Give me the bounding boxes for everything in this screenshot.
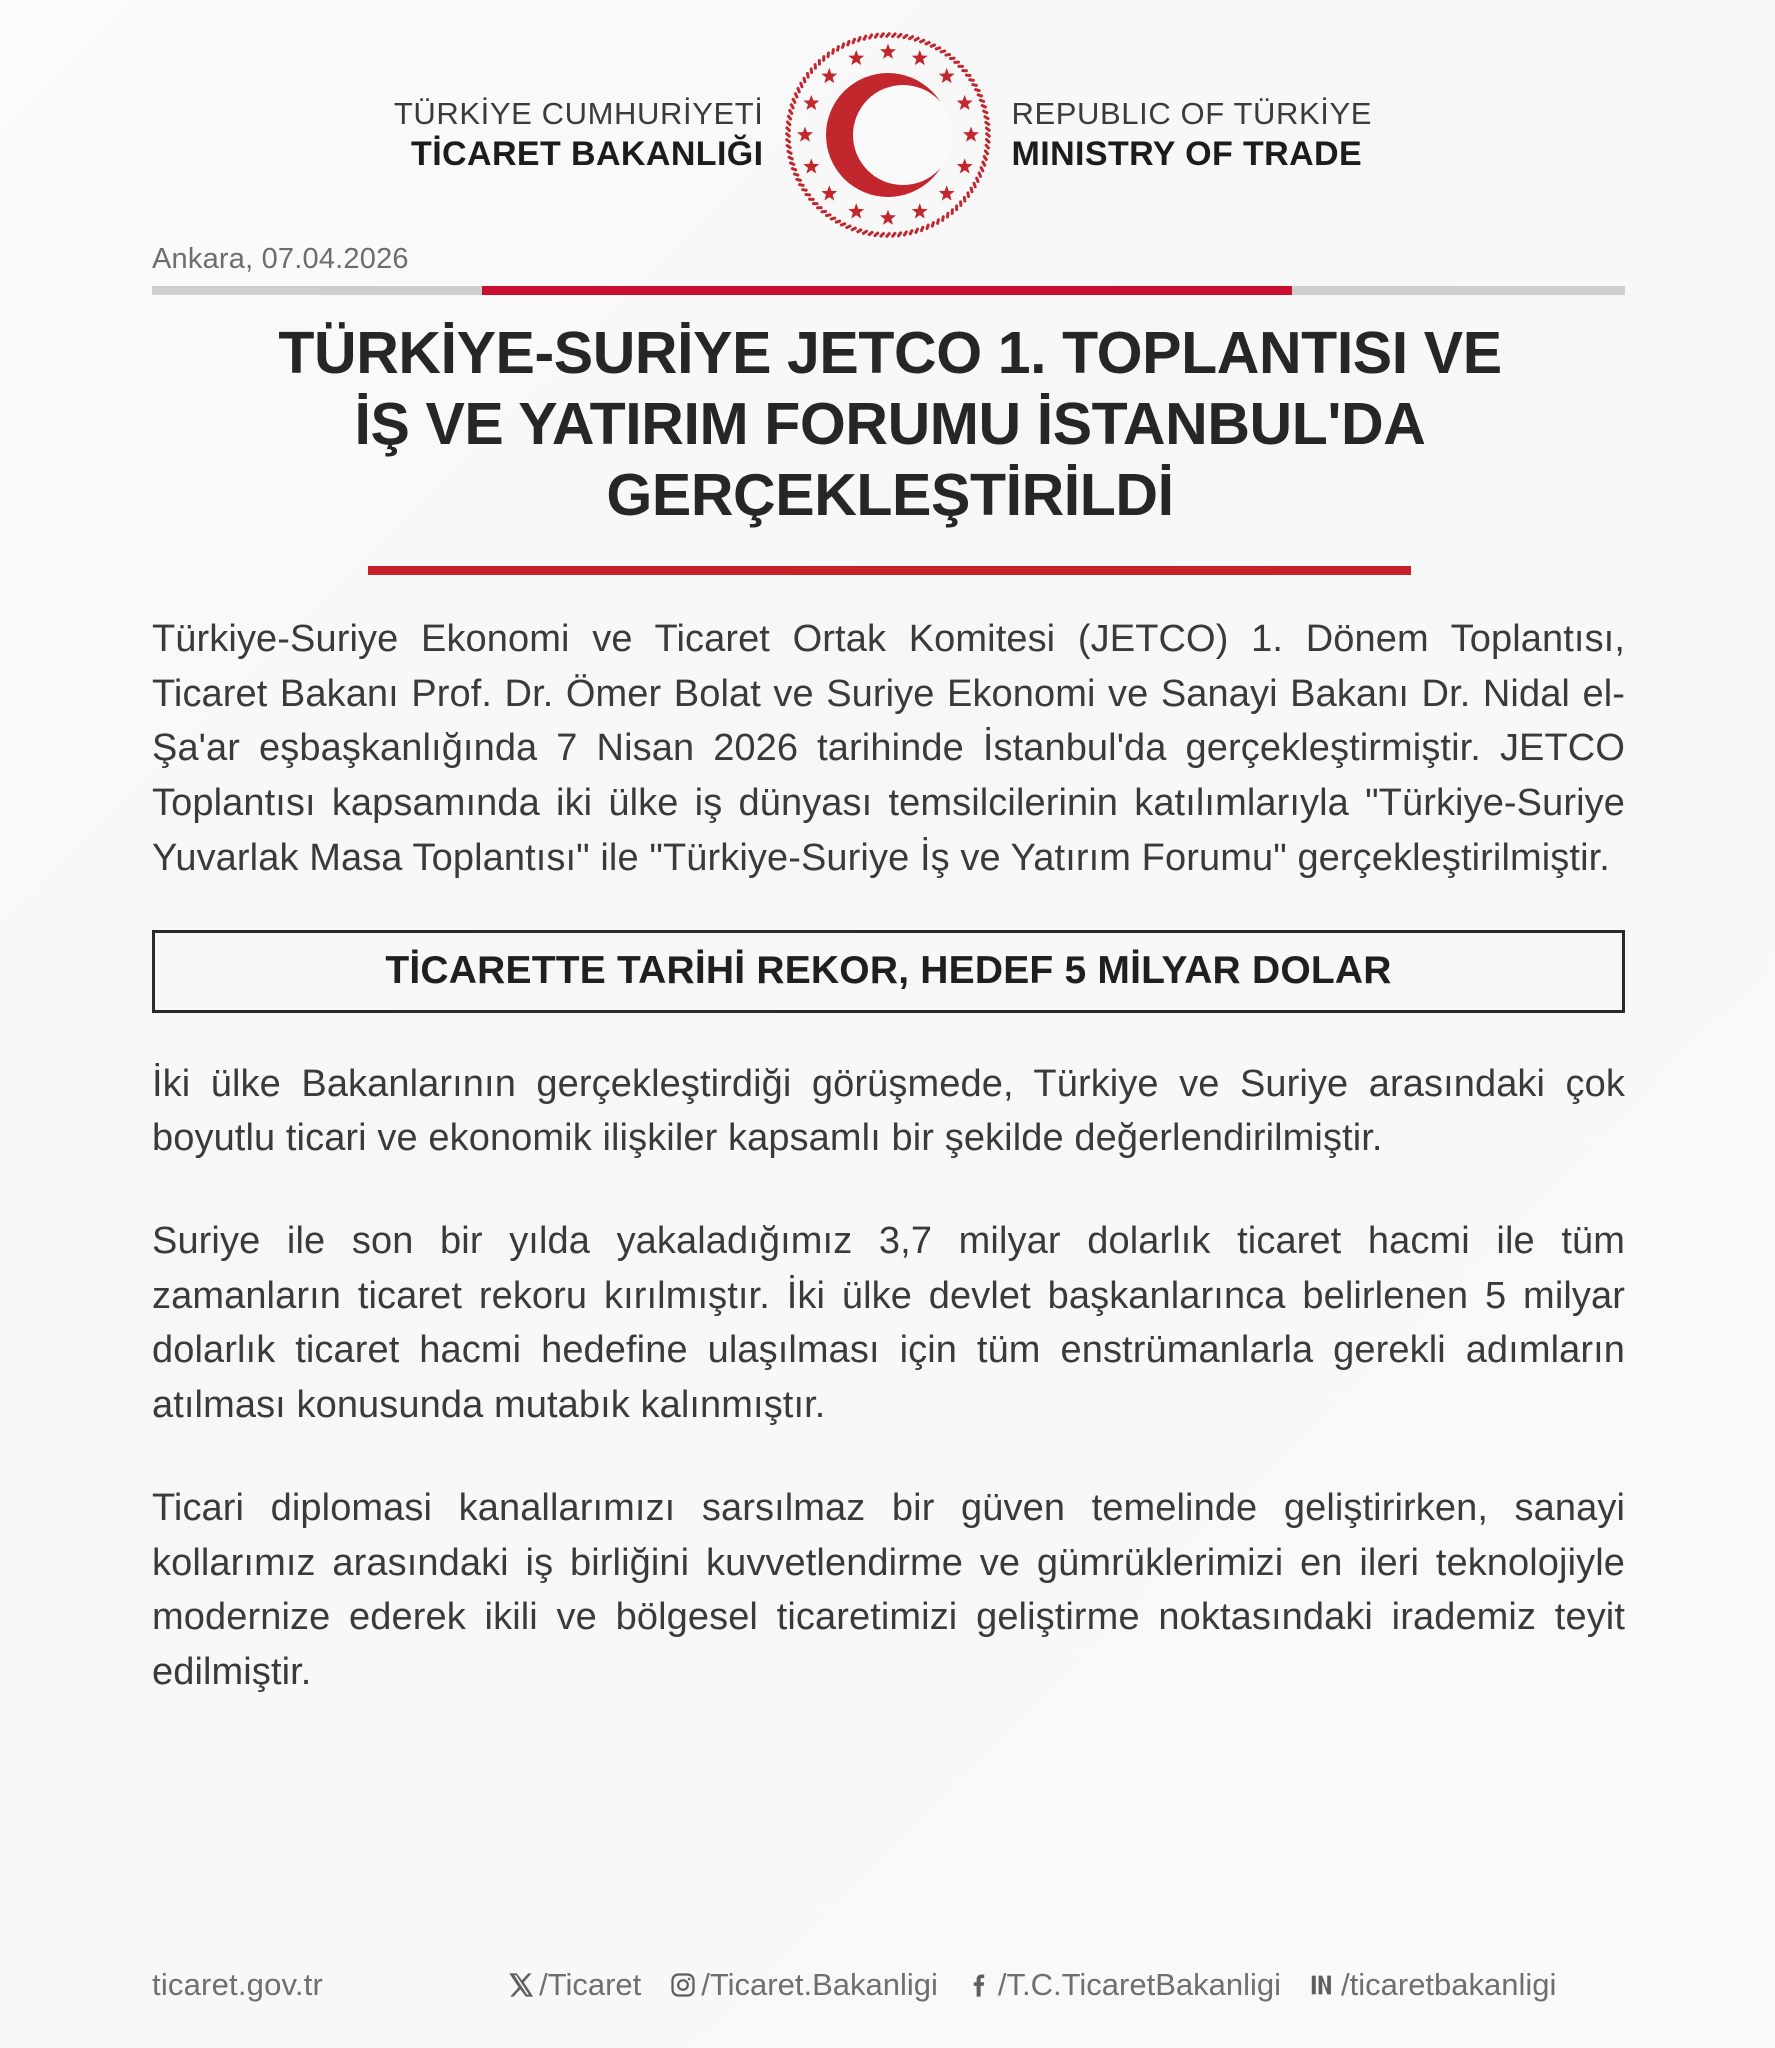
highlight-callout-text: TİCARETTE TARİHİ REKOR, HEDEF 5 MİLYAR DOLAR — [385, 949, 1392, 993]
brand-english-line2: MINISTRY OF TRADE — [1011, 134, 1363, 173]
social-handle-instagram: /Ticaret.Bakanligi — [701, 1967, 938, 2002]
brand-turkish-line2: TİCARET BAKANLIĞI — [411, 134, 764, 173]
social-handle-facebook: /T.C.TicaretBakanligi — [997, 1967, 1282, 2002]
page-title-line-3: GERÇEKLEŞTİRİLDİ — [606, 461, 1174, 528]
header-divider-accent — [482, 286, 1292, 295]
dateline: Ankara, 07.04.2026 — [152, 243, 409, 275]
social-link-facebook[interactable] — [964, 1967, 1281, 2003]
brand-english-line1: REPUBLIC OF TÜRKİYE — [1011, 95, 1373, 131]
social-handle-linkedin: /ticaretbakanligi — [1341, 1967, 1557, 2002]
footer — [152, 1958, 1625, 2012]
body-paragraph-1: Türkiye-Suriye Ekonomi ve Ticaret Ortak Komitesi (JETCO) 1. Dönem Toplantısı, Ticaret Bakanı Prof. Dr. Ömer Bolat ve Suriye Ekonomi ve Sanayi Bakanı Dr. Nidal el-Şa'ar eşbaşkanlığında 7 Nisan 2026 tarihinde İstanbul'da gerçekleştirmiştir. JETCO Toplantısı kapsamında iki ülke iş dünyası temsilcilerinin katılımlarıyla "Türkiye-Suriye Yuvarlak Masa Toplantısı" ile "Türkiye-Suriye İş ve Yatırım Forumu" gerçekleştirilmiştir. — [152, 618, 1625, 879]
social-link-x[interactable] — [505, 1967, 641, 2003]
social-link-instagram[interactable] — [667, 1967, 938, 2003]
body-paragraph-4: Ticari diplomasi kanallarımızı sarsılmaz bir güven temelinde geliştirirken, sanayi kollarımız arasındaki iş birliğini kuvvetlendirme ve gümrüklerimizi en ileri teknolojiyle modernize ederek ikili ve bölgesel ticaretimizi geliştirme noktasındaki irademiz teyit edilmiştir. — [152, 1486, 1625, 1694]
body-paragraph-3: Suriye ile son bir yılda yakaladığımız 3,7 milyar dolarlık ticaret hacmi ile tüm zamanların ticaret rekoru kırılmıştır. İki ülke devlet başkanlarınca belirlenen 5 milyar dolarlık ticaret hacmi hedefine ulaşılması için tüm enstrümanlarla gerekli adımların atılması konusunda mutabık kalınmıştır. — [152, 1220, 1625, 1427]
page-title-line-1: TÜRKİYE-SURİYE JETCO 1. TOPLANTISI VE — [278, 320, 1502, 386]
facebook-icon — [964, 1969, 996, 2001]
ministry-name-english — [994, 96, 1534, 174]
title-underline — [368, 566, 1411, 575]
masthead — [0, 30, 1775, 240]
social-links — [505, 1967, 1556, 2003]
article-body — [152, 612, 1625, 1700]
social-handle-x: /Ticaret — [539, 1967, 642, 2002]
website-link[interactable]: ticaret.gov.tr — [152, 1967, 324, 2002]
linkedin-icon — [1307, 1969, 1339, 2001]
instagram-icon — [667, 1969, 699, 2001]
x-twitter-icon — [505, 1969, 537, 2001]
ministry-emblem-icon — [782, 29, 994, 241]
social-link-linkedin[interactable] — [1307, 1967, 1556, 2003]
brand-turkish-line1: TÜRKİYE CUMHURİYETİ — [393, 95, 764, 131]
page-title-line-2: İŞ VE YATIRIM FORUMU İSTANBUL'DA — [354, 390, 1426, 457]
body-paragraph-2: İki ülke Bakanlarının gerçekleştirdiği görüşmede, Türkiye ve Suriye arasındaki çok boyutlu ticari ve ekonomik ilişkiler kapsamlı bir şekilde değerlendirilmiştir. — [152, 1062, 1625, 1160]
header-divider — [152, 286, 1625, 295]
ministry-name-turkish — [242, 96, 782, 174]
highlight-callout-box — [152, 930, 1625, 1013]
page-title — [110, 318, 1670, 530]
